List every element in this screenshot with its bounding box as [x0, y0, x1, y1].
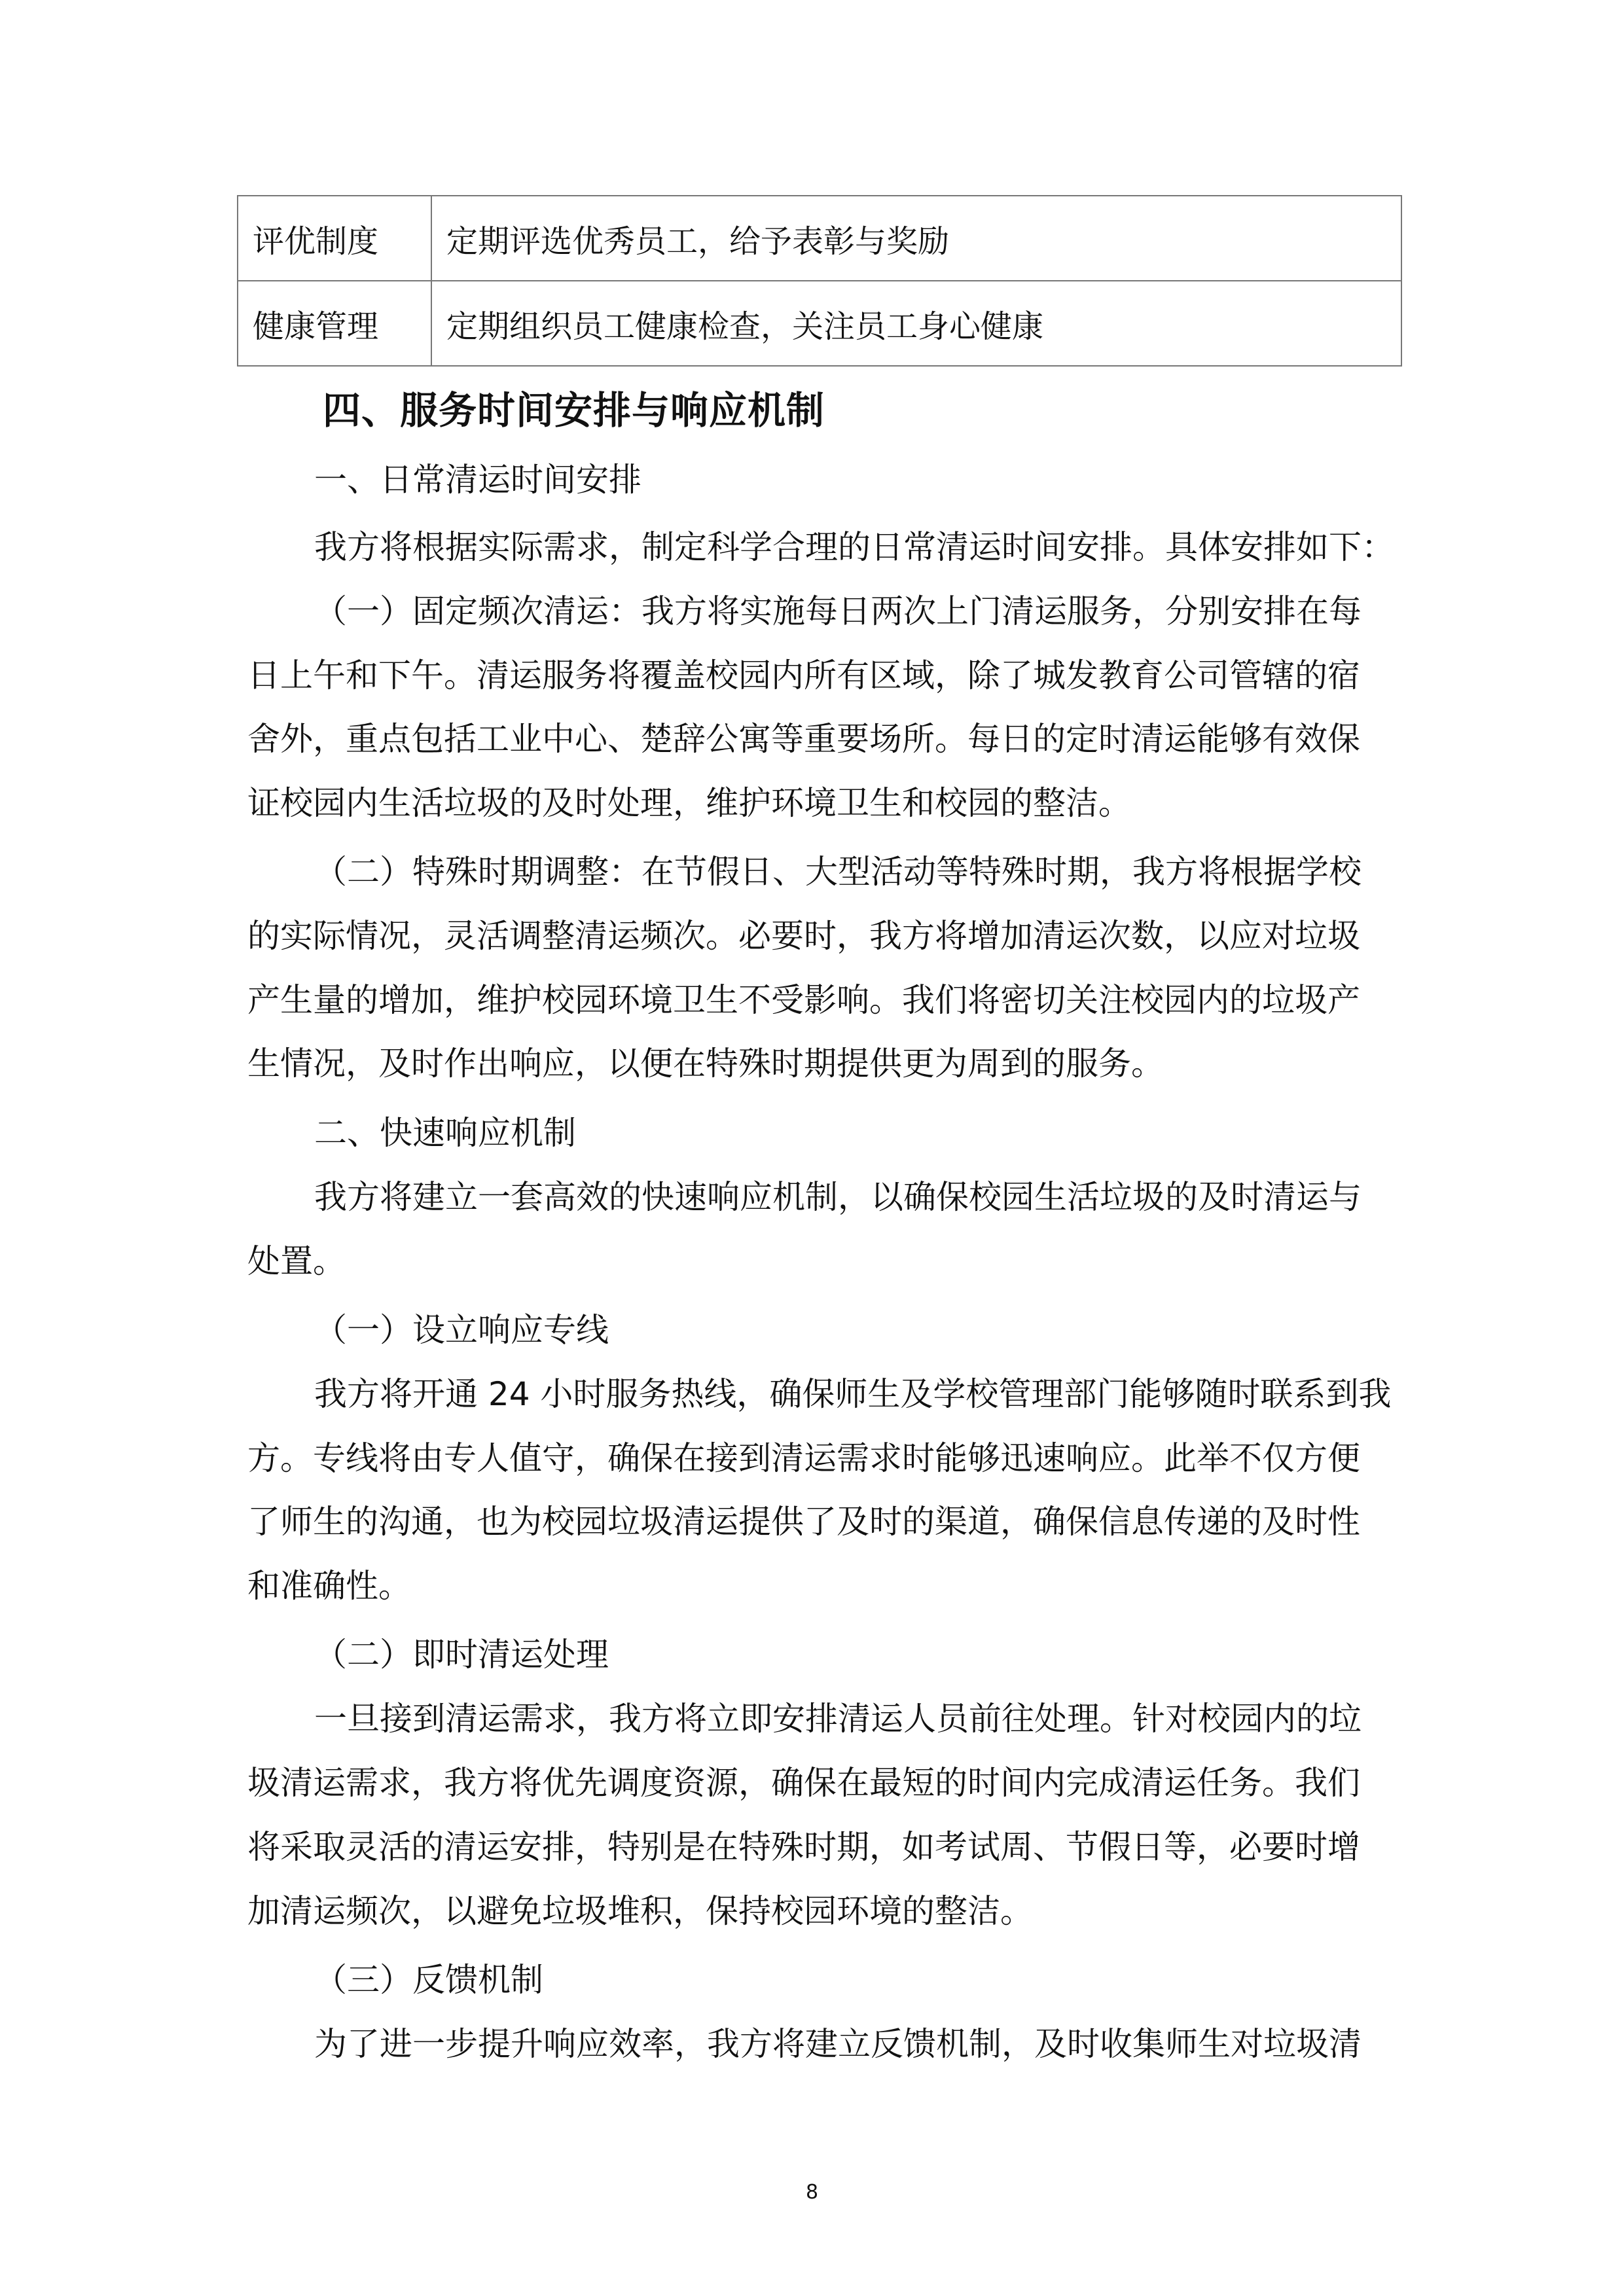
page-number: 8 — [805, 2181, 819, 2204]
paragraph-line: （二）特殊时期调整：在节假日、大型活动等特殊时期，我方将根据学校 — [314, 853, 1362, 891]
paragraph-line: 加清运频次，以避免垃圾堆积，保持校园环境的整洁。 — [247, 1892, 1033, 1930]
table-row — [238, 281, 1401, 366]
paragraph-line: 舍外，重点包括工业中心、楚辞公寓等重要场所。每日的定时清运能够有效保 — [247, 720, 1360, 758]
paragraph-line: 将采取灵活的清运安排，特别是在特殊时期，如考试周、节假日等，必要时增 — [247, 1828, 1360, 1866]
paragraph-line: 的实际情况，灵活调整清运频次。必要时，我方将增加清运次数，以应对垃圾 — [247, 917, 1360, 955]
table-cell-value: 定期组织员工健康检查，关注员工身心健康 — [431, 281, 1401, 366]
table-cell-key: 评优制度 — [238, 196, 431, 281]
subheading: 二、快速响应机制 — [314, 1114, 576, 1152]
table-cell-key: 健康管理 — [238, 281, 431, 366]
section-heading: 四、服务时间安排与响应机制 — [323, 388, 825, 433]
management-table — [237, 195, 1402, 367]
paragraph-line: 我方将根据实际需求，制定科学合理的日常清运时间安排。具体安排如下： — [314, 528, 1394, 566]
paragraph-line: 我方将开通 24 小时服务热线，确保师生及学校管理部门能够随时联系到我 — [314, 1375, 1392, 1413]
subheading: （二）即时清运处理 — [314, 1636, 609, 1674]
subheading: （一）设立响应专线 — [314, 1311, 609, 1349]
table-cell-value: 定期评选优秀员工，给予表彰与奖励 — [431, 196, 1401, 281]
paragraph-line: 圾清运需求，我方将优先调度资源，确保在最短的时间内完成清运任务。我们 — [247, 1764, 1360, 1802]
paragraph-line: 一旦接到清运需求，我方将立即安排清运人员前往处理。针对校园内的垃 — [314, 1700, 1362, 1738]
paragraph-line: 生情况，及时作出响应，以便在特殊时期提供更为周到的服务。 — [247, 1045, 1164, 1083]
paragraph-line: 日上午和下午。清运服务将覆盖校园内所有区域，除了城发教育公司管辖的宿 — [247, 656, 1360, 694]
paragraph-line: 方。专线将由专人值守，确保在接到清运需求时能够迅速响应。此举不仅方便 — [247, 1439, 1360, 1477]
paragraph-line: 证校园内生活垃圾的及时处理，维护环境卫生和校园的整洁。 — [247, 784, 1131, 822]
paragraph-line: 了师生的沟通，也为校园垃圾清运提供了及时的渠道，确保信息传递的及时性 — [247, 1503, 1360, 1541]
paragraph-line: 处置。 — [247, 1242, 346, 1280]
paragraph-line: 产生量的增加，维护校园环境卫生不受影响。我们将密切关注校园内的垃圾产 — [247, 981, 1360, 1019]
paragraph-line: （一）固定频次清运：我方将实施每日两次上门清运服务，分别安排在每 — [314, 592, 1362, 630]
table-row — [238, 196, 1401, 281]
paragraph-line: 为了进一步提升响应效率，我方将建立反馈机制，及时收集师生对垃圾清 — [314, 2025, 1362, 2063]
subheading: （三）反馈机制 — [314, 1961, 543, 1999]
subheading: 一、日常清运时间安排 — [314, 461, 641, 499]
paragraph-line: 和准确性。 — [247, 1567, 411, 1605]
paragraph-line: 我方将建立一套高效的快速响应机制，以确保校园生活垃圾的及时清运与 — [314, 1178, 1362, 1216]
